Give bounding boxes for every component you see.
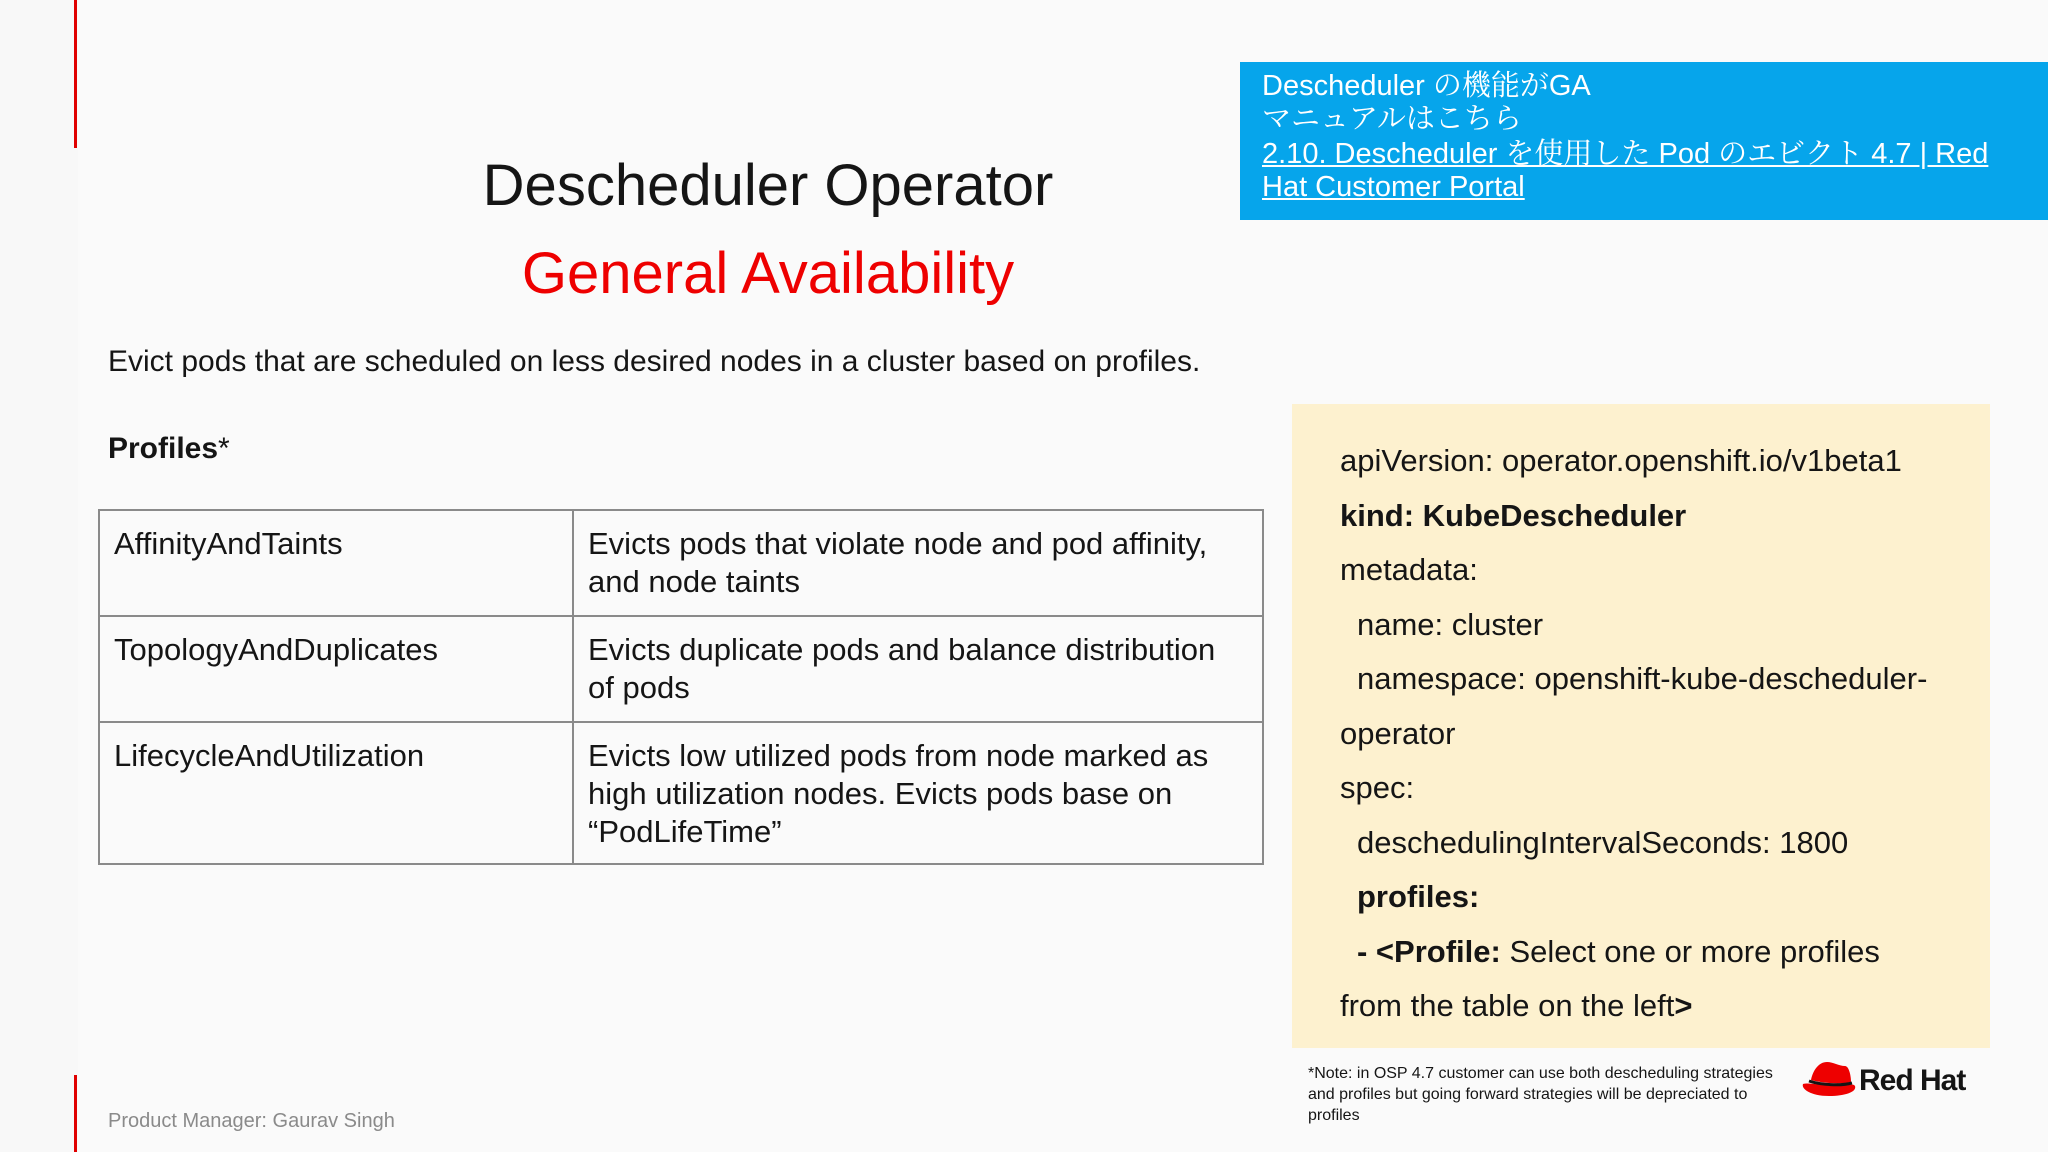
code-line-bold: profiles: <box>1357 879 1480 914</box>
code-line <box>1340 979 1990 1034</box>
profile-description: Evicts pods that violate node and pod affinity, and node taints <box>573 510 1263 616</box>
profiles-asterisk: * <box>218 432 230 465</box>
code-line: metadata: <box>1340 552 1478 587</box>
slide-subtitle: General Availability <box>521 241 1015 306</box>
code-line-bold: kind: KubeDescheduler <box>1340 497 1687 533</box>
info-line-manual: マニュアルはこちら <box>1262 103 1522 135</box>
code-line <box>1340 870 1990 925</box>
info-line-ga: Descheduler の機能がGA <box>1262 70 1591 102</box>
table-row <box>99 722 1263 864</box>
code-line <box>1340 925 1990 980</box>
profile-description: Evicts low utilized pods from node marked as high utilization nodes. Evicts pods base on “PodLifeTime” <box>573 722 1263 864</box>
footnote: *Note: in OSP 4.7 customer can use both descheduling strategies and profiles but going forward strategies will be depreciated to profiles <box>1308 1065 1773 1124</box>
table-row <box>99 616 1263 722</box>
code-line: deschedulingIntervalSeconds: 1800 <box>1357 824 1849 860</box>
code-line-bold: > <box>1674 988 1693 1023</box>
code-line-text: from the table on the left <box>1340 988 1675 1023</box>
code-line: apiVersion: operator.openshift.io/v1beta1 <box>1340 443 1902 478</box>
slide-title: Descheduler Operator <box>482 153 1054 218</box>
accent-bar-top <box>74 0 77 148</box>
yaml-code-box <box>1292 404 1990 1048</box>
accent-bar-bottom <box>74 1075 77 1152</box>
intro-text: Evict pods that are scheduled on less desired nodes in a cluster based on profiles. <box>108 345 1201 378</box>
code-line-bold: - <Profile: <box>1357 933 1501 969</box>
red-hat-logo-text: Red Hat <box>1859 1064 1966 1097</box>
profiles-table <box>98 509 1264 865</box>
code-line: name: cluster <box>1357 606 1544 642</box>
code-line: operator <box>1340 715 1456 751</box>
code-line: spec: <box>1340 770 1415 805</box>
manual-link[interactable]: 2.10. Descheduler を使用した Pod のエビクト 4.7 | Red Hat Customer Portal <box>1262 138 1989 203</box>
profiles-heading <box>108 432 230 466</box>
code-line: namespace: openshift-kube-descheduler- <box>1357 661 1928 696</box>
profile-name: AffinityAndTaints <box>99 510 573 616</box>
table-row <box>99 510 1263 616</box>
profiles-heading-label: Profiles <box>108 432 219 465</box>
code-line-text: Select one or more profiles <box>1500 933 1880 969</box>
code-line <box>1340 489 1990 544</box>
profile-description: Evicts duplicate pods and balance distribution of pods <box>573 616 1263 722</box>
product-manager-credit: Product Manager: Gaurav Singh <box>108 1110 395 1132</box>
info-callout <box>1240 62 2048 220</box>
profile-name: LifecycleAndUtilization <box>99 722 573 864</box>
profile-name: TopologyAndDuplicates <box>99 616 573 722</box>
